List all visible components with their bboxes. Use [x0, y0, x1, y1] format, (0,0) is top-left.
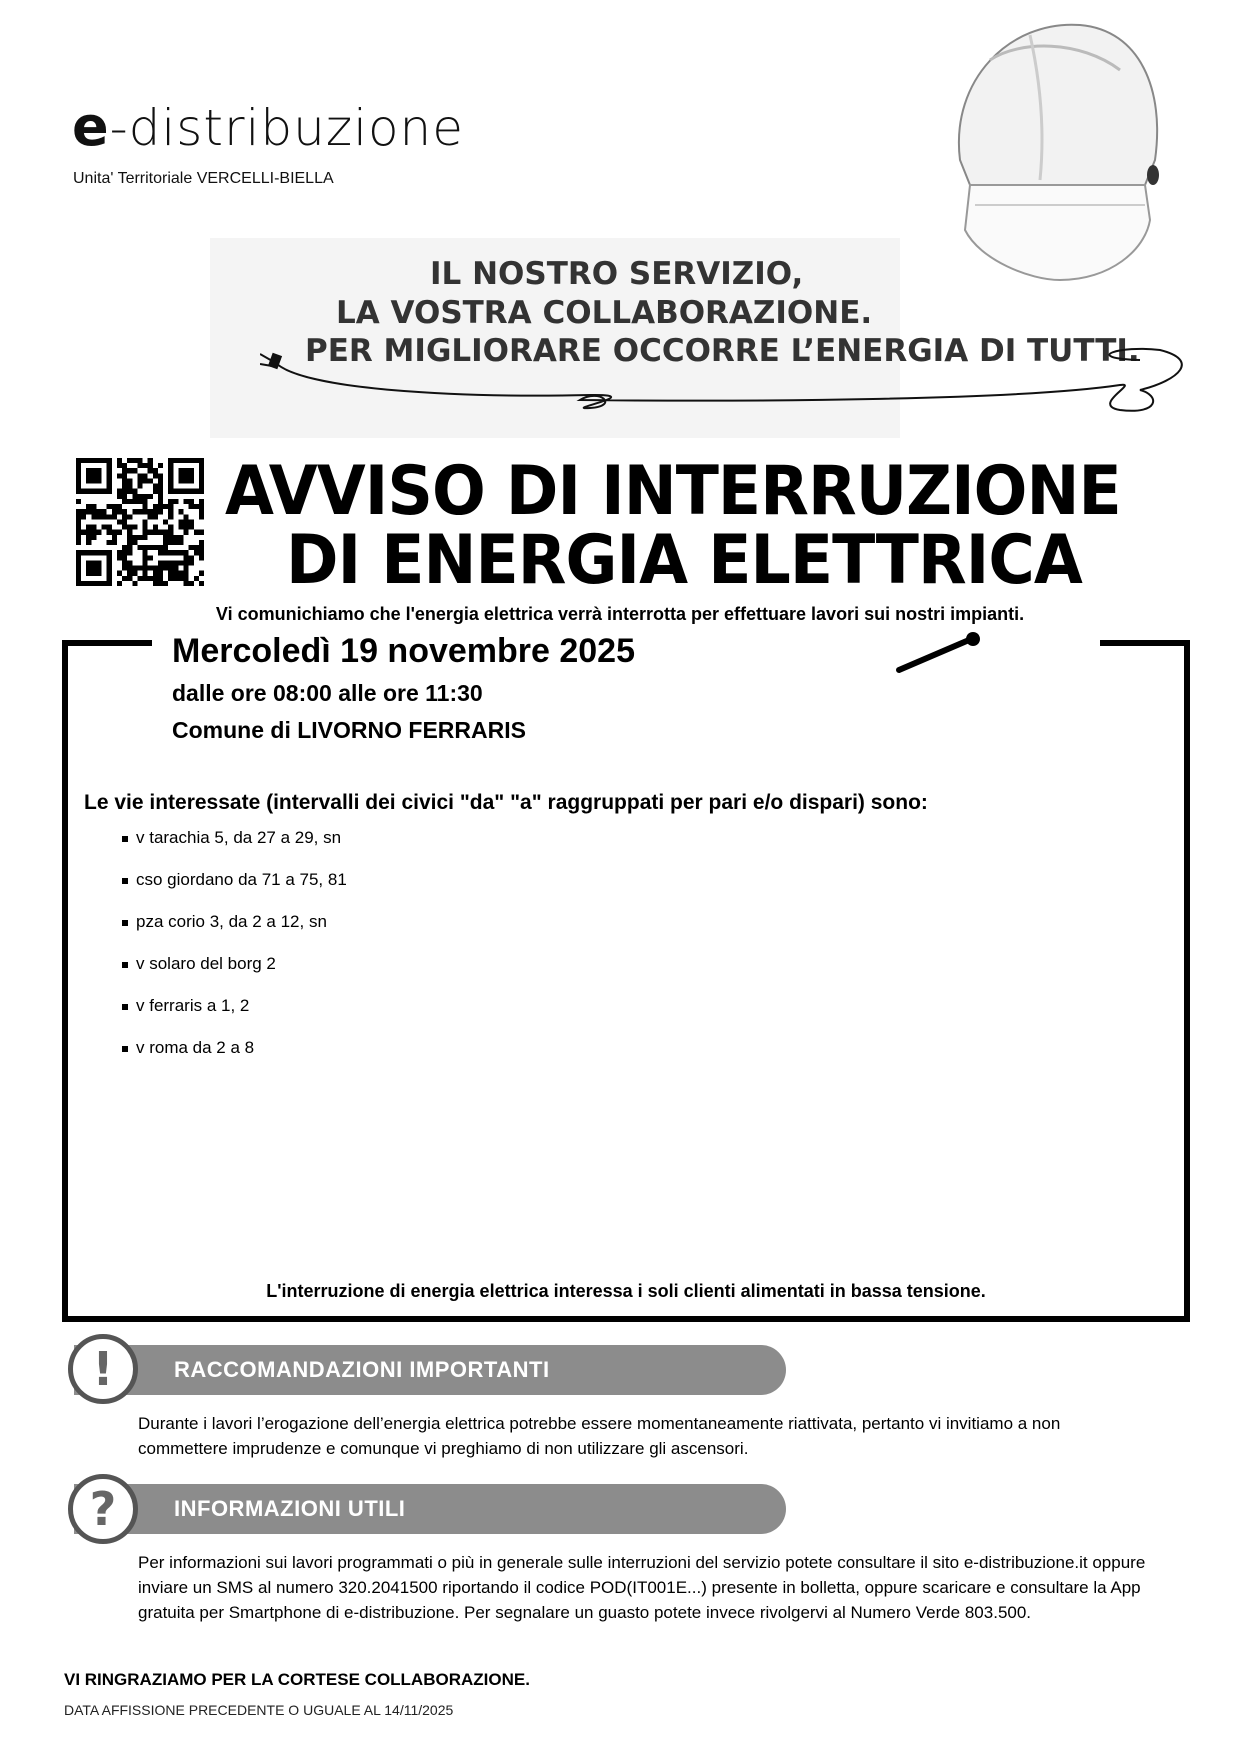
street-label: cso giordano da 71 a 75, 81	[136, 870, 347, 889]
notice-title-line-1: AVVISO DI INTERRUZIONE	[225, 452, 1121, 531]
street-label: v roma da 2 a 8	[136, 1038, 255, 1057]
posting-date: DATA AFFISSIONE PRECEDENTE O UGUALE AL 14/11/2025	[64, 1702, 454, 1718]
frame-top-left	[62, 640, 152, 646]
list-item	[122, 826, 347, 868]
power-cord-icon	[260, 340, 1210, 430]
qr-code-icon[interactable]	[76, 458, 204, 586]
list-item	[122, 910, 347, 952]
intro-text: Vi comunichiamo che l'energia elettrica verrà interrotta per effettuare lavori sui nostri impianti.	[215, 604, 1025, 624]
street-label: v solaro del borg 2	[136, 954, 276, 973]
thanks-text: VI RINGRAZIAMO PER LA CORTESE COLLABORAZIONE.	[64, 1670, 530, 1689]
bullet-icon	[122, 1046, 128, 1052]
street-label: pza corio 3, da 2 a 12, sn	[136, 912, 327, 931]
notice-title-line-2: DI ENERGIA ELETTRICA	[286, 521, 1082, 600]
info-text: Per informazioni sui lavori programmati o più in generale sulle interruzioni del servizio potete consultare il sito e-distribuzione.it oppure inviare un SMS al numero 320.2041500 riportando il codice POD(IT001E...) presente in bolletta, oppure scaricare e consultare la App gratuita per Smartphone di e-distribuzione. Per segnalare un guasto potete invece rivolgervi al Numero Verde 803.500.	[138, 1553, 1146, 1622]
bullet-icon	[122, 836, 128, 842]
territorial-unit: Unita' Territoriale VERCELLI-BIELLA	[73, 170, 334, 187]
frame-top-right	[1100, 640, 1190, 646]
brand-logo	[72, 95, 465, 158]
bullet-icon	[122, 878, 128, 884]
list-item	[122, 868, 347, 910]
list-item	[122, 994, 347, 1036]
list-item	[122, 952, 347, 994]
helmet-icon	[920, 0, 1170, 300]
list-item	[122, 1036, 347, 1078]
recommendations-header: RACCOMANDAZIONI IMPORTANTI	[74, 1345, 786, 1395]
recommendations-text: Durante i lavori l’erogazione dell’energia elettrica potrebbe essere momentaneamente riattivata, pertanto vi invitiamo a non commettere imprudenze e comunque vi preghiamo di non utilizzare gli ascensori.	[138, 1414, 1061, 1458]
bullet-icon	[122, 962, 128, 968]
logo-mark: e	[72, 95, 110, 158]
exclamation-icon: !	[68, 1334, 138, 1404]
logo-text: -distribuzione	[109, 99, 465, 157]
interruption-hours: dalle ore 08:00 alle ore 11:30	[172, 680, 483, 706]
slogan-line-1: IL NOSTRO SERVIZIO,	[430, 256, 804, 292]
street-label: v ferraris a 1, 2	[136, 996, 250, 1015]
question-icon: ?	[68, 1474, 138, 1544]
slogan-line-3: PER MIGLIORARE OCCORRE L’ENERGIA DI TUTTI.	[305, 333, 1140, 369]
street-label: v tarachia 5, da 27 a 29, sn	[136, 828, 342, 847]
comune-name: Comune di LIVORNO FERRARIS	[172, 717, 526, 743]
interruption-date: Mercoledì 19 novembre 2025	[172, 632, 636, 670]
bullet-icon	[122, 920, 128, 926]
low-voltage-note: L'interruzione di energia elettrica interessa i soli clienti alimentati in bassa tensione.	[266, 1281, 986, 1301]
bullet-icon	[122, 1004, 128, 1010]
streets-list	[122, 826, 347, 1078]
slogan-line-2: LA VOSTRA COLLABORAZIONE.	[336, 295, 873, 331]
info-header: INFORMAZIONI UTILI	[74, 1484, 786, 1534]
streets-heading: Le vie interessate (intervalli dei civici "da" "a" raggruppati per pari e/o dispari) sono:	[84, 791, 928, 814]
pen-icon	[895, 630, 985, 675]
